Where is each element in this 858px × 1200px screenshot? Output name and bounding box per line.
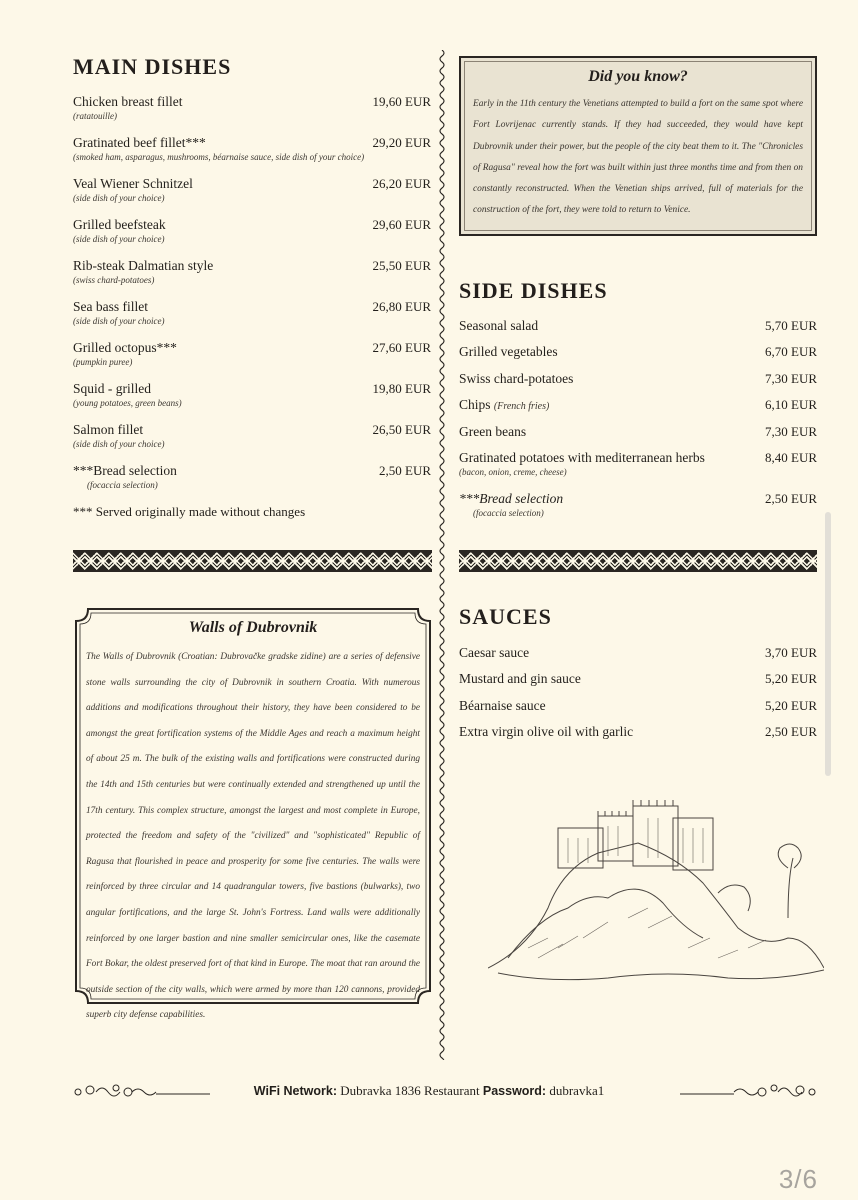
item-name: Rib-steak Dalmatian style [73, 258, 214, 273]
walls-title: Walls of Dubrovnik [188, 619, 318, 636]
item-price: 2,50 EUR [379, 463, 431, 478]
item-price: 5,70 EUR [765, 318, 817, 333]
list-item [459, 670, 817, 696]
item-name: ***Bread selection [73, 463, 177, 478]
list-item [459, 449, 817, 490]
item-price: 5,20 EUR [765, 697, 817, 713]
did-you-know-text: Early in the 11th century the Venetians attempted to build a fort on the same spot where Fort Lovrijenac currently stands. If they had succeeded, they would have kept Dubrovnik under their power, but the people of the city beat them to it. The "Chronicles of Ragusa" reveal how the fort was built within just three months time and from then on constantly reconstructed. When the Venetian ships arrived, full of materials for the construction of the fort, they were told to return to Venice. [473, 99, 803, 216]
list-item [459, 343, 817, 369]
item-price: 26,50 EUR [372, 422, 431, 437]
item-name: Grilled vegetables [459, 344, 558, 360]
list-item [73, 298, 431, 339]
item-name: Gratinated potatoes with mediterranean herbs [459, 449, 705, 465]
item-name: Gratinated beef fillet*** [73, 135, 206, 150]
item-description: (side dish of your choice) [73, 193, 165, 203]
item-description: (swiss chard-potatoes) [73, 275, 155, 285]
item-name: Seasonal salad [459, 318, 539, 333]
list-item [73, 339, 431, 380]
item-price: 6,10 EUR [765, 397, 817, 413]
list-item [73, 175, 431, 216]
main-dishes-title: MAIN DISHES [73, 54, 232, 79]
item-name: Grilled octopus*** [73, 340, 177, 355]
footer-ornament-right [678, 1080, 818, 1104]
served-note: *** Served originally made without changes [73, 504, 306, 519]
item-name: Chicken breast fillet [73, 94, 183, 109]
item-name [459, 396, 817, 413]
list-item [73, 380, 431, 421]
item-name-text: Chips [459, 397, 491, 413]
list-item [73, 134, 431, 175]
item-price: 5,20 EUR [765, 671, 817, 687]
item-price: 25,50 EUR [372, 258, 431, 273]
item-name: Extra virgin olive oil with garlic [459, 724, 634, 740]
main-dishes-list [73, 93, 431, 520]
item-name: Swiss chard-potatoes [459, 370, 574, 386]
item-description: (smoked ham, asparagus, mushrooms, béarnaise sauce, side dish of your choice) [73, 152, 365, 162]
ornamental-band-left [73, 550, 432, 572]
item-name: Caesar sauce [459, 645, 530, 660]
item-name: Green beans [459, 423, 527, 439]
item-price: 7,30 EUR [765, 423, 817, 439]
side-dishes-title: SIDE DISHES [459, 278, 608, 303]
item-price: 19,60 EUR [372, 94, 431, 109]
item-price: 2,50 EUR [765, 490, 817, 506]
walls-text: The Walls of Dubrovnik (Croatian: Dubrovačke gradske zidine) are a series of defensive stone walls surrounding the city of Dubrovnik in southern Croatia. With numerous additions and modifications throughout their history, they have been considered to be amongst the great fortification systems of the Middle Ages and reach a maximum height of about 25 m. The bulk of the existing walls and fortifications were constructed during the 14th and 15th centuries but were continually extended and strengthened up until the 17th century. This complex structure, amongst the largest and most complete in Europe, protected the freedom and safety of the "civilized" and "sophisticated" Republic of Ragusa that flourished in peace and prosperity for some five centuries. The walls were reinforced by three circular and 14 quadrangular towers, five bastions (bulwarks), two angular fortifications, and the large St. John's Fortress. Land walls were additionally reinforced by one larger bastion and nine smaller semicircular ones, like the casemate Fort Bokar, the oldest preserved fort of that kind in Europe. The moat that ran around the outside section of the city walls, which were armed by more than 120 cannons, provided superb city defense capabilities. [86, 652, 420, 1021]
item-name: ***Bread selection [459, 490, 564, 506]
scrollbar[interactable] [825, 512, 831, 776]
item-name: Squid - grilled [73, 381, 151, 396]
list-item [73, 257, 431, 298]
item-price: 26,80 EUR [372, 299, 431, 314]
item-description: (ratatouille) [73, 111, 117, 121]
item-price: 19,80 EUR [372, 381, 431, 396]
item-price: 6,70 EUR [765, 344, 817, 360]
ornamental-band-right [459, 550, 817, 572]
column-divider [436, 50, 448, 1060]
item-price: 27,60 EUR [372, 340, 431, 355]
item-price: 7,30 EUR [765, 370, 817, 386]
item-name: Sea bass fillet [73, 299, 148, 314]
list-item [459, 723, 817, 749]
did-you-know-title: Did you know? [588, 68, 688, 85]
wifi-password: dubravka1 [549, 1083, 605, 1098]
item-description: (side dish of your choice) [73, 234, 165, 244]
wifi-label: WiFi Network: [253, 1084, 338, 1098]
item-description: (side dish of your choice) [73, 439, 165, 449]
walls-of-dubrovnik-box [74, 607, 432, 1021]
sauces-title: SAUCES [459, 604, 552, 629]
item-description: (bacon, onion, creme, cheese) [459, 466, 567, 477]
walls-content [86, 615, 420, 1029]
item-price: 2,50 EUR [765, 724, 817, 740]
item-description: (side dish of your choice) [73, 316, 165, 326]
item-name: Béarnaise sauce [459, 697, 546, 713]
item-description: (young potatoes, green beans) [73, 398, 182, 408]
fortress-illustration [488, 798, 824, 988]
list-item [459, 370, 817, 396]
list-item [459, 644, 817, 670]
item-price: 26,20 EUR [372, 176, 431, 191]
list-item [73, 421, 431, 462]
item-name: Veal Wiener Schnitzel [73, 176, 193, 191]
item-price: 29,20 EUR [372, 135, 431, 150]
list-item [459, 396, 817, 422]
item-price: 29,60 EUR [372, 217, 431, 232]
list-item [459, 423, 817, 449]
list-item [459, 490, 817, 520]
item-inline-description: (French fries) [493, 401, 550, 413]
item-name: Mustard and gin sauce [459, 671, 581, 687]
password-label: Password: [482, 1084, 547, 1098]
item-name: Salmon fillet [73, 422, 144, 437]
item-description: (pumpkin puree) [73, 357, 133, 367]
list-item [73, 216, 431, 257]
sauces-list [459, 644, 817, 750]
item-description: (focaccia selection) [473, 507, 544, 518]
list-item [73, 462, 431, 503]
side-dishes-list [459, 317, 817, 520]
list-item [73, 93, 431, 134]
page-number: 3/6 [778, 1164, 818, 1194]
item-price: 8,40 EUR [765, 449, 817, 465]
wifi-name: Dubravka 1836 Restaurant [340, 1083, 480, 1098]
item-name: Grilled beefsteak [73, 217, 166, 232]
did-you-know-box [459, 56, 817, 236]
list-item [459, 697, 817, 723]
item-description: (focaccia selection) [87, 480, 158, 490]
list-item [459, 317, 817, 343]
item-price: 3,70 EUR [765, 645, 817, 660]
